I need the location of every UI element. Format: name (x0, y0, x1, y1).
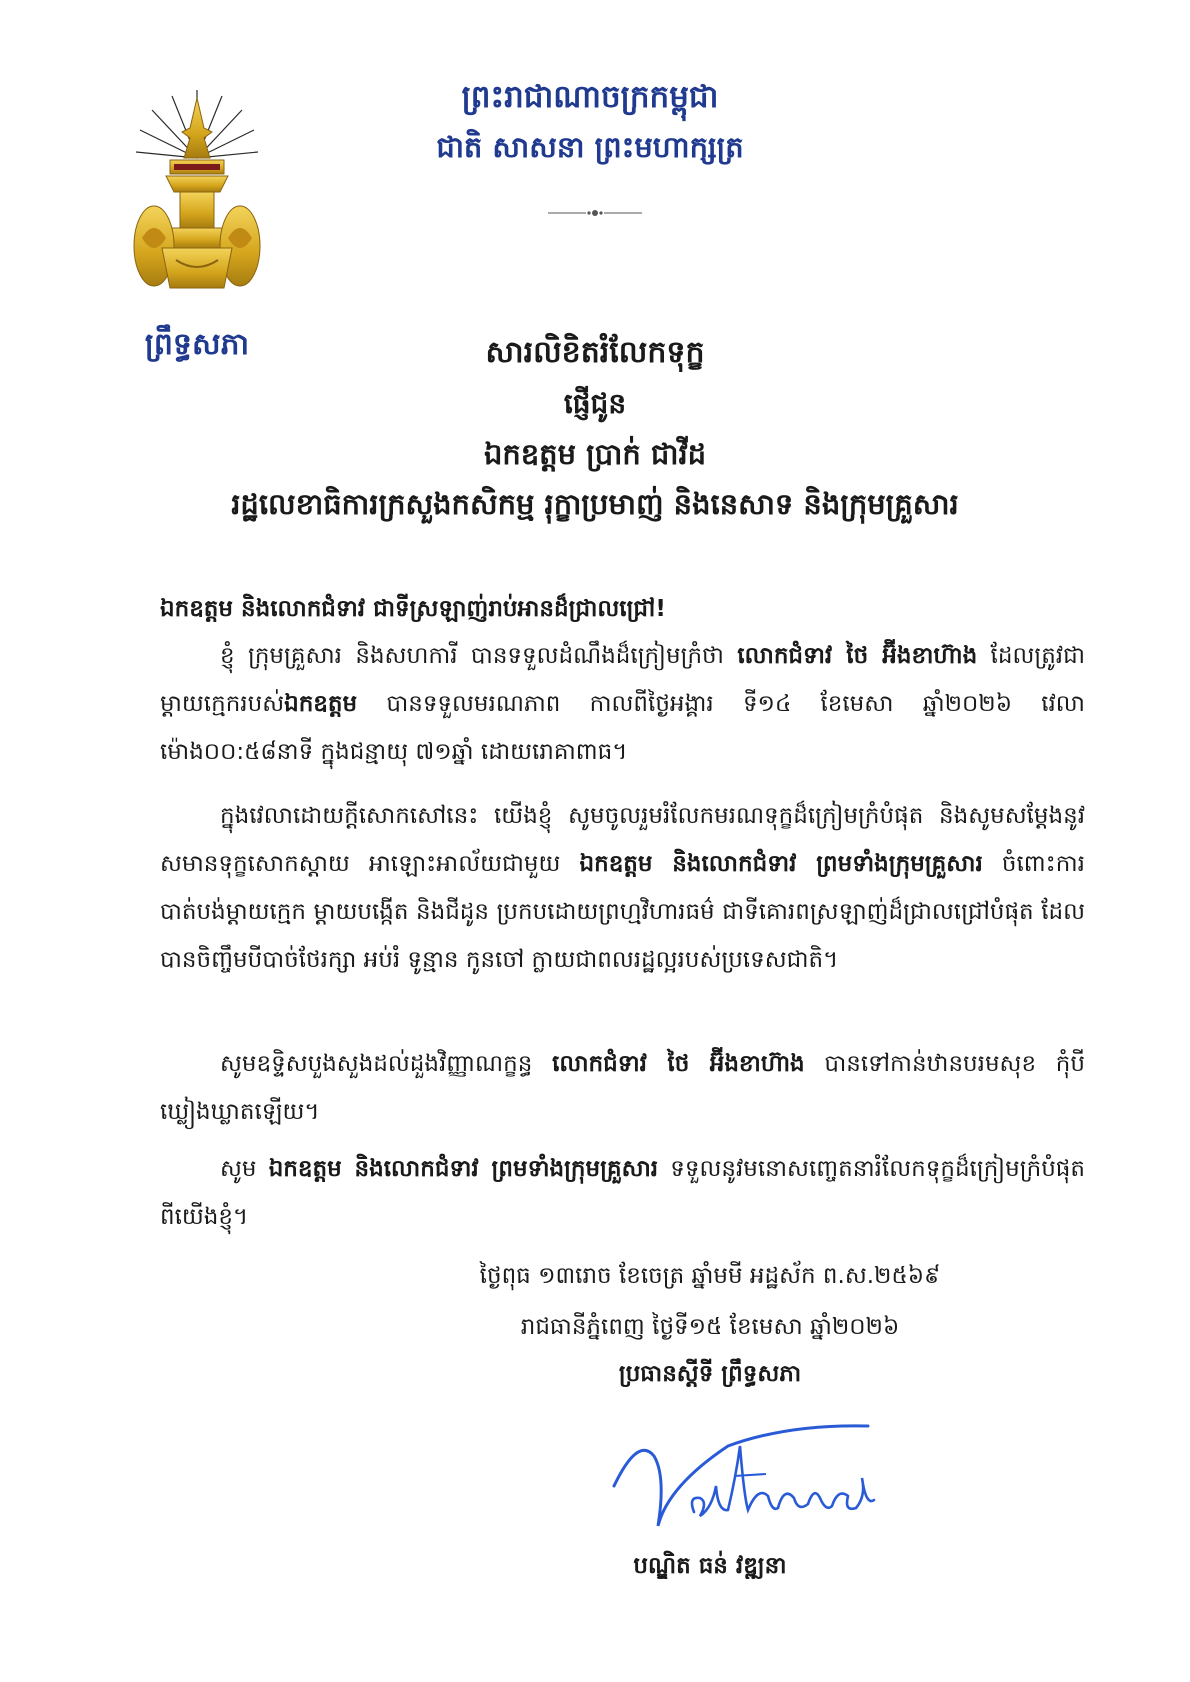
paragraph-2 (160, 792, 1085, 984)
paragraph-1-text-c: ដែលត្រូវជាម្ដាយក្មេករបស់ (160, 643, 1085, 717)
deceased-name: លោកជំទាវ ថៃ អ៊ីងខាហ៊ាង (737, 643, 978, 669)
recipient-family: ឯកឧត្តម និងលោកជំទាវ ព្រមទាំងក្រុមគ្រួសារ (579, 851, 983, 877)
paragraph-4-text-a: សូម (220, 1156, 269, 1182)
national-motto: ជាតិ សាសនា ព្រះមហាក្សត្រ (436, 130, 744, 164)
paragraph-2-text-a: ក្នុងវេលាដោយក្ដីសោកសៅនេះ យើងខ្ញុំ សូមចូលរួមរំលែកមរណទុក្ខដ៏ក្រៀមក្រំបំផុត និងសូមសម្ដែងនូវសមានទុក្ខសោកស្ដាយ អាឡោះអាល័យជាមួយ (160, 803, 1085, 877)
paragraph-1 (160, 632, 1085, 776)
paragraph-3 (160, 1040, 1085, 1136)
deceased-name-2: លោកជំទាវ ថៃ អ៊ីងខាហ៊ាង (552, 1051, 805, 1077)
recipient-name: ឯកឧត្តម ប្រាក់ ជាវីដ (483, 437, 707, 471)
paragraph-4-text-c: ទទួលនូវមនោសញ្ចេតនារំលែកទុក្ខដ៏ក្រៀមក្រំបំផុត ពីយើងខ្ញុំ។ (160, 1156, 1085, 1230)
paragraph-3-text-a: សូមឧទ្ទិសបួងសួងដល់ដួងវិញ្ញាណក្ខន្ធ (220, 1051, 553, 1077)
letter-title: សារលិខិតរំលែកទុក្ខ (485, 335, 705, 370)
institution-name: ព្រឹទ្ធសភា (144, 327, 250, 362)
salutation: ឯកឧត្តម និងលោកជំទាវ ជាទីស្រឡាញ់រាប់អានដ៏ជ្រាលជ្រៅ! (160, 596, 666, 622)
kingdom-title: ព្រះរាជាណាចក្រកម្ពុជា (461, 79, 719, 115)
paragraph-1-text-a: ខ្ញុំ ក្រុមគ្រួសារ និងសហការី បានទទួលដំណឹងដ៏ក្រៀមក្រំថា (220, 643, 738, 669)
recipient-honorific: ឯកឧត្តម (284, 691, 358, 717)
paragraph-3-text-c: បានទៅកាន់ឋានបរមសុខ កុំបីឃ្លៀងឃ្លាតឡើយ។ (160, 1051, 1085, 1125)
royal-emblem-icon (132, 88, 262, 300)
signer-name: បណ្ឌិត ធន់ វឌ្ឍនា (633, 1553, 787, 1579)
recipient-family-2: ឯកឧត្តម និងលោកជំទាវ ព្រមទាំងក្រុមគ្រួសារ (268, 1156, 659, 1182)
paragraph-4 (160, 1145, 1085, 1241)
handwritten-signature (608, 1416, 938, 1546)
signer-position: ប្រធានស្ដីទី ព្រឹទ្ធសភា (618, 1361, 802, 1387)
decorative-divider-icon (546, 206, 644, 220)
paragraph-2-text-c: ចំពោះការបាត់បង់ម្ដាយក្មេក ម្ដាយបង្កើត និងជីដូន ប្រកបដោយព្រហ្មវិហារធម៌ ជាទីគោរពស្រឡាញ់ដ៏ជ្រាលជ្រៅបំផុត ដែលបានចិញ្ចឹមបីបាច់ថែរក្សា អប់រំ ទូន្មាន កូនចៅ ក្លាយជាពលរដ្ឋល្អរបស់ប្រទេសជាតិ។ (160, 851, 1085, 973)
paragraph-1-text-e: បានទទួលមរណភាព កាលពីថ្ងៃអង្គារ ទី១៤ ខែមេសា ឆ្នាំ២០២៦ វេលាម៉ោង០០:៥៨នាទី ក្នុងជន្មាយុ ៧១ឆ្នាំ ដោយរោគាពាធ។ (160, 691, 1085, 765)
place-and-date: រាជធានីភ្នំពេញ ថ្ងៃទី១៥ ខែមេសា ឆ្នាំ២០២៦ (520, 1314, 900, 1340)
lunar-date: ថ្ងៃពុធ ១៣រោច ខែចេត្រ ឆ្នាំមមី អដ្ឋស័ក ព.ស.២៥៦៩ (479, 1263, 941, 1289)
recipient-position: រដ្ឋលេខាធិការក្រសួងកសិកម្ម រុក្ខាប្រមាញ់ និងនេសាទ និងក្រុមគ្រួសារ (231, 487, 959, 521)
letter-addressed-to: ផ្ញើជូន (563, 387, 627, 420)
